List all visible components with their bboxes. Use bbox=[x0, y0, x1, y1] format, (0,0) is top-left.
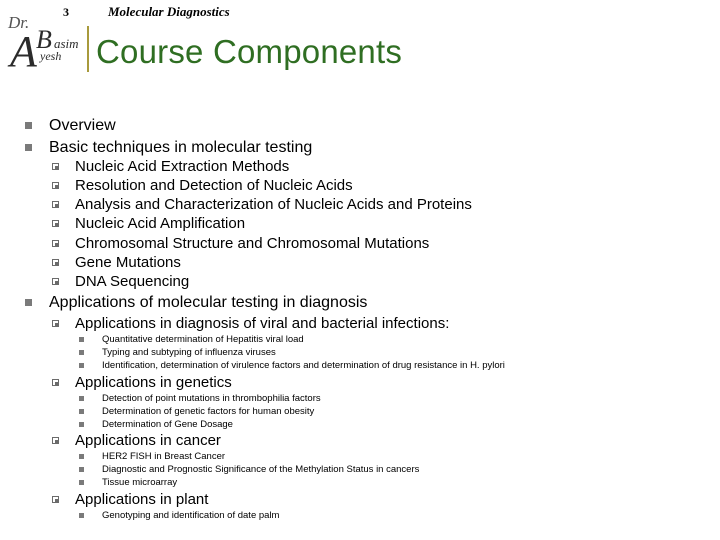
group-label: Applications in diagnosis of viral and bacterial infections: bbox=[75, 315, 450, 332]
list-item: Diagnostic and Prognostic Significance of the Methylation Status in cancers bbox=[102, 464, 420, 475]
bullet-icon bbox=[52, 182, 59, 189]
bullet-icon bbox=[52, 496, 59, 503]
bullet-icon bbox=[52, 379, 59, 386]
bullet-icon bbox=[52, 201, 59, 208]
bullet-icon bbox=[79, 396, 84, 401]
slide-heading: Course Components bbox=[96, 33, 403, 70]
logo bbox=[6, 8, 82, 70]
bullet-icon bbox=[79, 409, 84, 414]
bullet-icon bbox=[79, 350, 84, 355]
list-item: Quantitative determination of Hepatitis viral load bbox=[102, 334, 304, 345]
group-label: Applications in plant bbox=[75, 491, 209, 508]
list-item: Typing and subtyping of influenza viruses bbox=[102, 347, 276, 358]
list-item: HER2 FISH in Breast Cancer bbox=[102, 451, 226, 462]
course-title: Molecular Diagnostics bbox=[108, 4, 230, 19]
slide-number: 3 bbox=[63, 5, 69, 19]
bullet-icon bbox=[25, 122, 32, 129]
list-item: Tissue microarray bbox=[102, 477, 178, 488]
list-item: Determination of Gene Dosage bbox=[102, 419, 233, 430]
outline-item-overview: Overview bbox=[49, 117, 116, 134]
title-divider bbox=[87, 26, 89, 72]
group-label: Applications in genetics bbox=[75, 374, 232, 391]
svg-text:B: B bbox=[36, 25, 52, 54]
list-item: Resolution and Detection of Nucleic Acids bbox=[75, 177, 353, 194]
svg-text:yesh: yesh bbox=[40, 49, 62, 63]
list-item: Detection of point mutations in thrombophilia factors bbox=[102, 393, 321, 404]
bullet-icon bbox=[52, 278, 59, 285]
bullet-icon bbox=[52, 163, 59, 170]
bullet-icon bbox=[52, 240, 59, 247]
bullet-icon bbox=[25, 299, 32, 306]
bullet-icon bbox=[79, 480, 84, 485]
list-item: Determination of genetic factors for human obesity bbox=[102, 406, 315, 417]
group-label: Applications in cancer bbox=[75, 432, 221, 449]
bullet-icon bbox=[79, 422, 84, 427]
bullet-icon bbox=[52, 320, 59, 327]
list-item: Gene Mutations bbox=[75, 254, 181, 271]
list-item: Nucleic Acid Amplification bbox=[75, 215, 246, 232]
list-item: Identification, determination of virulence factors and determination of drug resistance in H. pylori bbox=[102, 360, 505, 371]
bullet-icon bbox=[79, 363, 84, 368]
bullet-icon bbox=[79, 337, 84, 342]
bullet-icon bbox=[79, 454, 84, 459]
bullet-icon bbox=[79, 513, 84, 518]
outline-item-basic: Basic techniques in molecular testing bbox=[49, 139, 313, 156]
list-item: Nucleic Acid Extraction Methods bbox=[75, 158, 290, 175]
bullet-icon bbox=[52, 220, 59, 227]
list-item: Genotyping and identification of date palm bbox=[102, 510, 280, 521]
list-item: Analysis and Characterization of Nucleic Acids and Proteins bbox=[75, 196, 472, 213]
svg-text:asim: asim bbox=[54, 36, 79, 51]
bullet-icon bbox=[79, 467, 84, 472]
bullet-icon bbox=[52, 259, 59, 266]
list-item: Chromosomal Structure and Chromosomal Mutations bbox=[75, 235, 430, 252]
outline-item-applications: Applications of molecular testing in diagnosis bbox=[49, 294, 368, 311]
svg-text:Dr.: Dr. bbox=[8, 13, 30, 32]
bullet-icon bbox=[52, 437, 59, 444]
list-item: DNA Sequencing bbox=[75, 273, 190, 290]
svg-text:A: A bbox=[10, 27, 37, 70]
bullet-icon bbox=[25, 144, 32, 151]
